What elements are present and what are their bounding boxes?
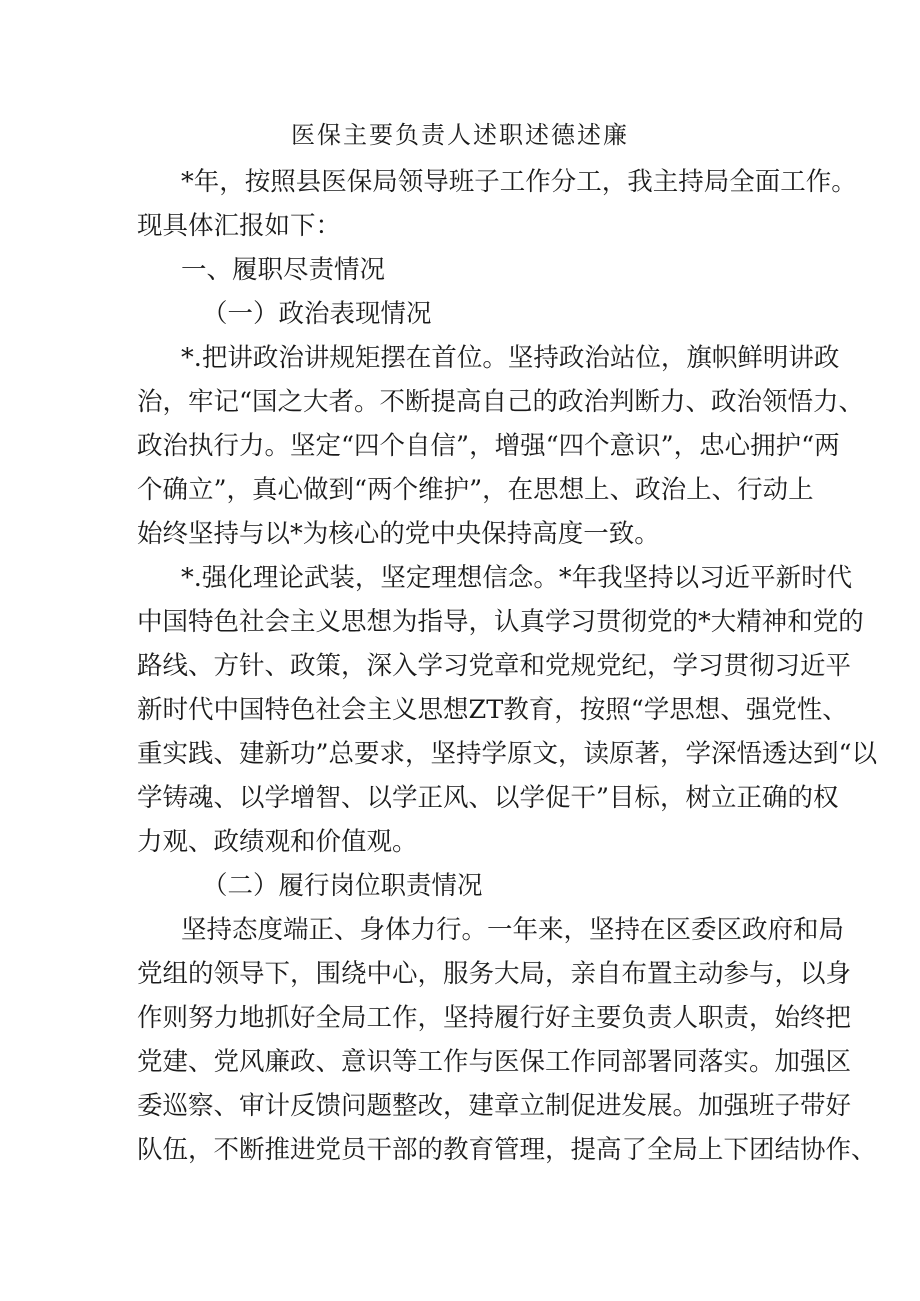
paragraph-3-line-6: 队伍，不断推进党员干部的教育管理，提高了全局上下团结协作、 [137,1135,877,1165]
paragraph-3-line-5: 委巡察、审计反馈问题整改，建章立制促进发展。加强班子带好 [137,1091,852,1121]
paragraph-3-line-4: 党建、党风廉政、意识等工作与医保工作同部署同落实。加强区 [137,1047,852,1077]
paragraph-2-line-4: 新时代中国特色社会主义思想ZT教育，按照“学思想、强党性、 [137,695,848,725]
document-title: 医保主要负责人述职述德述廉 [291,121,629,149]
paragraph-2-line-2: 中国特色社会主义思想为指导，认真学习贯彻党的*大精神和党的 [137,607,864,637]
paragraph-2-line-3: 路线、方针、政策，深入学习党章和党规党纪，学习贯彻习近平 [137,651,852,681]
paragraph-1-line-2: 治，牢记“国之大者。不断提高自己的政治判断力、政治领悟力、 [137,387,865,417]
paragraph-1-line-3: 政治执行力。坚定“四个自信”，增强“四个意识”，忠心拥护“两 [137,431,840,461]
paragraph-3-line-3: 作则努力地抓好全局工作，坚持履行好主要负责人职责，始终把 [137,1003,852,1033]
paragraph-1-line-4: 个确立”，真心做到“两个维护”，在思想上、政治上、行动上 [137,475,814,505]
paragraph-3-line-1: 坚持态度端正、身体力行。一年来，坚持在区委区政府和局 [181,915,845,945]
subsection-1-heading: （一）政治表现情况 [202,299,432,329]
intro-line-2: 现具体汇报如下： [137,211,342,241]
paragraph-2-line-1: *.强化理论武装，坚定理想信念。*年我坚持以习近平新时代 [181,563,853,593]
paragraph-2-line-7: 力观、政绩观和价值观。 [137,827,418,857]
intro-line-1: *年，按照县医保局领导班子工作分工，我主持局全面工作。 [181,167,857,197]
paragraph-3-line-2: 党组的领导下，围绕中心，服务大局，亲自布置主动参与，以身 [137,959,852,989]
subsection-2-heading: （二）履行岗位职责情况 [202,871,483,901]
paragraph-2-line-5: 重实践、建新功”总要求，坚持学原文，读原著，学深悟透达到“以 [137,739,878,769]
section-1-heading: 一、履职尽责情况 [181,255,386,285]
paragraph-2-line-6: 学铸魂、以学增智、以学正风、以学促干”目标，树立正确的权 [137,783,839,813]
paragraph-1-line-5: 始终坚持与以*为核心的党中央保持高度一致。 [137,519,660,549]
paragraph-1-line-1: *.把讲政治讲规矩摆在首位。坚持政治站位，旗帜鲜明讲政 [181,343,840,373]
